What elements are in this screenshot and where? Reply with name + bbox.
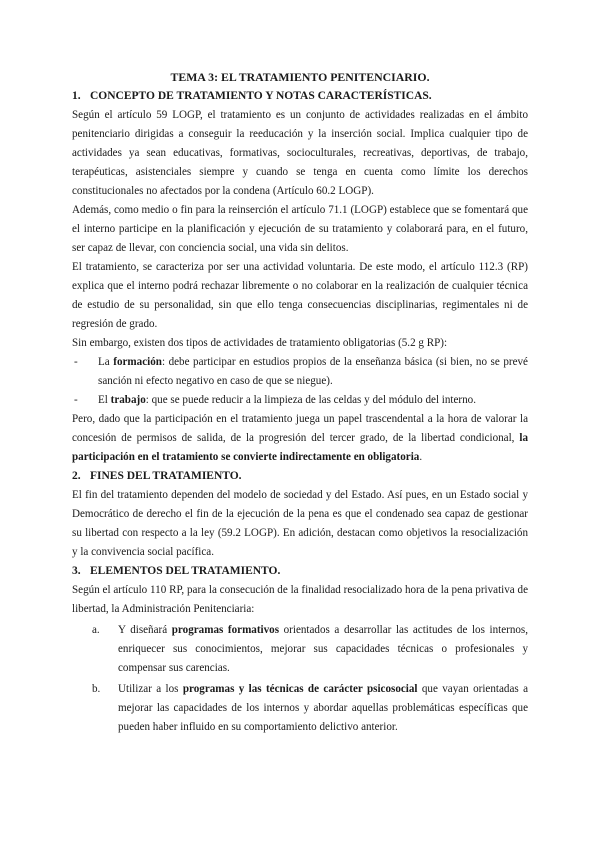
- section-3-heading-text: ELEMENTOS DEL TRATAMIENTO.: [90, 565, 281, 577]
- section-1-list: [72, 353, 528, 410]
- section-2-number: 2.: [72, 470, 81, 482]
- section-3-list: [72, 621, 528, 737]
- section-3-paragraph-1: Según el artículo 110 RP, para la consecución de la finalidad resocializado hora de la pena privativa de libertad, la Administración Penitenciaria:: [72, 584, 528, 615]
- paragraph-bold: la participación en el tratamiento se convierte indirectamente en obligatoria: [72, 432, 528, 463]
- list-item-bold: formación: [113, 356, 162, 368]
- list-letter: b.: [92, 683, 101, 695]
- list-item: [92, 680, 528, 737]
- section-1-paragraph-1: Según el artículo 59 LOGP, el tratamiento es un conjunto de actividades realizadas en el ámbito penitenciario dirigidas a conseguir la reeducación y la inserción social. Implica cualquier tipo de actividades ya sean educativas, formativas, socioculturales, recreativas, deportivas, de trabajo, terapéuticas, asistenciales siempre y cuando se tenga en cuenta como límite los derechos constitucionales no afectados por la condena (Artículo 60.2 LOGP).: [72, 109, 528, 197]
- section-1-heading-text: CONCEPTO DE TRATAMIENTO Y NOTAS CARACTERÍSTICAS.: [90, 90, 432, 102]
- document-page: [72, 68, 528, 737]
- section-3-number: 3.: [72, 565, 81, 577]
- list-item-bold: programas y las técnicas de carácter psicosocial: [182, 683, 418, 695]
- list-item-text: El: [98, 394, 111, 406]
- section-1-paragraph-5: [72, 410, 528, 467]
- section-2-heading: [72, 467, 528, 486]
- list-item: [92, 621, 528, 678]
- section-1-heading: [72, 87, 528, 106]
- list-dash: -: [74, 394, 78, 406]
- section-1-paragraph-3: El tratamiento, se caracteriza por ser una actividad voluntaria. De este modo, el artículo 112.3 (RP) explica que el interno podrá rechazar libremente o no colaborar en la realización de cualquier técnica de estudio de su personalidad, sin que ello tenga consecuencias disciplinarias, regimentales ni de regresión de grado.: [72, 261, 528, 330]
- section-2-heading-text: FINES DEL TRATAMIENTO.: [90, 470, 242, 482]
- paragraph-text: Pero, dado que la participación en el tratamiento juega un papel trascendental a la hora de valorar la concesión de permisos de salida, de la progresión del tercer grado, de la libertad condicional,: [72, 413, 528, 444]
- list-item-bold: programas formativos: [171, 624, 280, 636]
- section-3-heading: [72, 562, 528, 581]
- list-item-text: Y diseñará: [118, 624, 172, 636]
- list-item-text: orientados a desarrollar las actitudes de los internos, enriquecer sus conocimientos, mejorar sus capacidades técnicas o profesionales y compensar sus carencias.: [118, 624, 529, 674]
- section-1-paragraph-4: Sin embargo, existen dos tipos de actividades de tratamiento obligatorias (5.2 g RP):: [72, 337, 448, 349]
- section-1-number: 1.: [72, 90, 81, 102]
- section-1-paragraph-2: Además, como medio o fin para la reinserción el artículo 71.1 (LOGP) establece que se fomentará que el interno participe en la planificación y ejecución de su tratamiento y colaborará para, en el futuro, ser capaz de llevar, con conciencia social, una vida sin delitos.: [72, 204, 528, 254]
- section-2-paragraph-1: El fin del tratamiento dependen del modelo de sociedad y del Estado. Así pues, en un Estado social y Democrático de derecho el fin de la ejecución de la pena es que el condenado sea capaz de gestionar su libertad con respecto a la ley (59.2 LOGP). En adición, destacan como objetivos la resocialización y la convivencia social pacífica.: [72, 489, 528, 558]
- list-item-text: que vayan orientadas a mejorar las capacidades de los internos y abordar aquellas problemáticas específicas que pueden haber influido en su comportamiento delictivo anterior.: [118, 683, 528, 733]
- list-item-text: : que se puede reducir a la limpieza de las celdas y del módulo del interno.: [145, 394, 476, 406]
- list-item: [72, 391, 528, 410]
- list-item-text: Utilizar a los: [118, 683, 183, 695]
- list-item-text: La: [98, 356, 114, 368]
- list-item-bold: trabajo: [110, 394, 146, 406]
- list-dash: -: [74, 356, 78, 368]
- list-item: [72, 353, 528, 391]
- list-item-text: : debe participar en estudios propios de la enseñanza básica (si bien, no se prevé sanción ni efecto negativo en caso de que se niegue).: [98, 356, 528, 387]
- list-letter: a.: [92, 624, 100, 636]
- document-title: TEMA 3: EL TRATAMIENTO PENITENCIARIO.: [170, 70, 430, 84]
- paragraph-text: .: [419, 451, 423, 463]
